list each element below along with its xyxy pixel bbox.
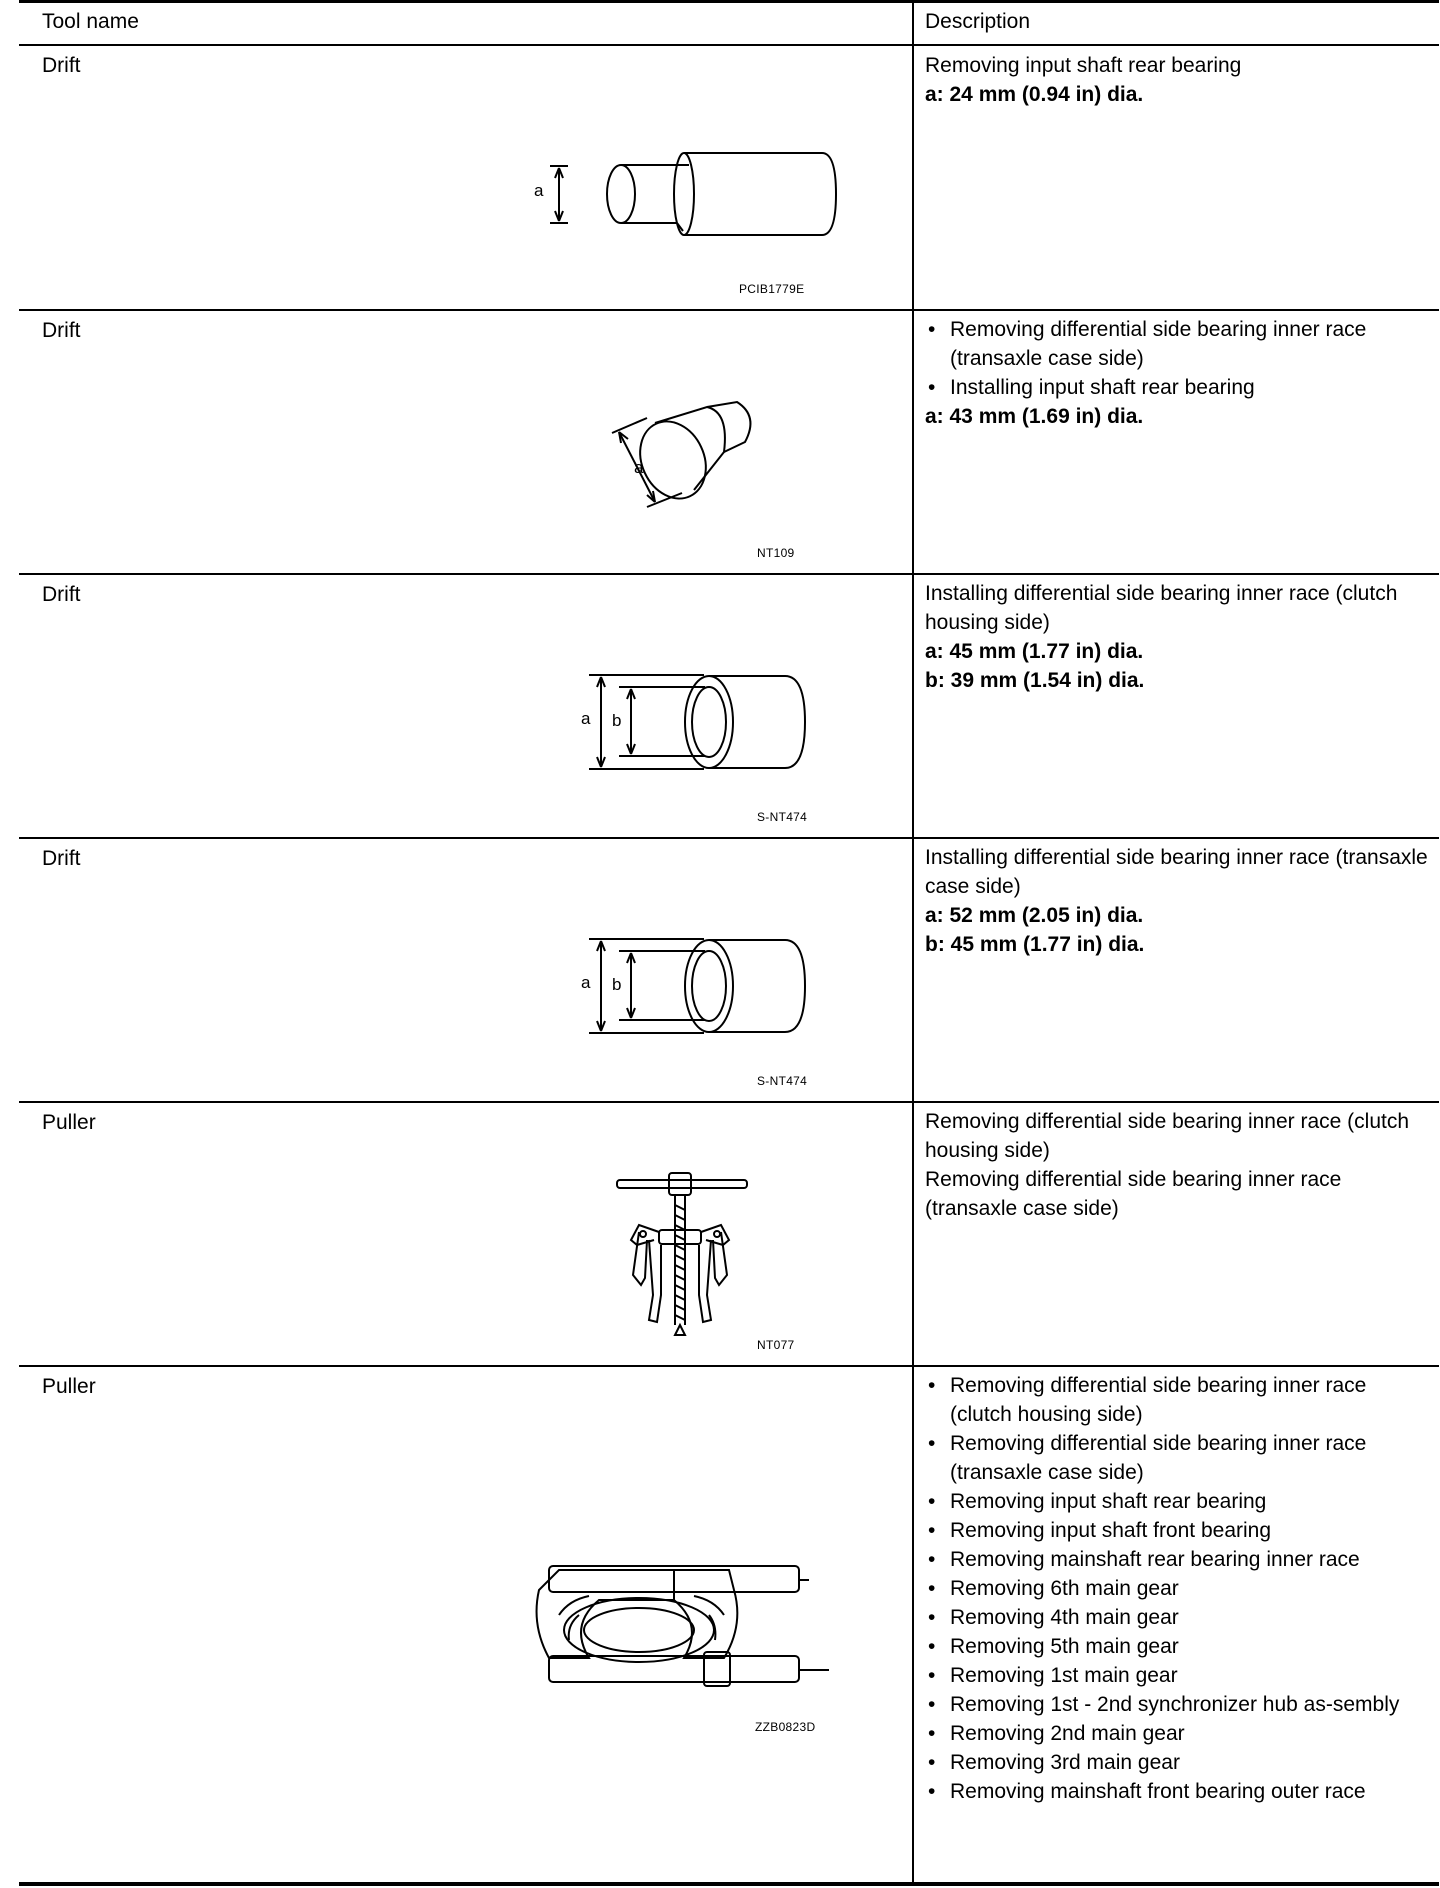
bullet-item: • Removing 4th main gear <box>925 1603 1430 1632</box>
header-rule <box>19 44 1439 46</box>
description-line: Installing differential side bearing inner race (clutch housing side) <box>925 582 1398 634</box>
tool-name: Drift <box>42 319 81 342</box>
bullet-item: • Removing differential side bearing inner race (transaxle case side) <box>925 1429 1430 1487</box>
tube-drift-icon <box>559 665 819 780</box>
dim-label-b: b <box>612 975 622 994</box>
bullet-item: • Removing 1st main gear <box>925 1661 1430 1690</box>
bullet-item: • Removing mainshaft front bearing outer race <box>925 1777 1430 1806</box>
figure-code: S-NT474 <box>757 1074 808 1088</box>
description-line: Removing input shaft rear bearing <box>925 54 1242 77</box>
row-divider <box>19 1101 1439 1103</box>
tool-name: Puller <box>42 1111 96 1134</box>
bullet-item: • Removing input shaft front bearing <box>925 1516 1430 1545</box>
bullet-item: • Removing 5th main gear <box>925 1632 1430 1661</box>
row-divider <box>19 309 1439 311</box>
row-divider <box>19 1365 1439 1367</box>
jaw-puller-icon <box>609 1170 779 1340</box>
header-tool-name: Tool name <box>42 10 139 33</box>
dim-label-a: a <box>634 458 644 477</box>
dimension-spec: a: 43 mm (1.69 in) dia. <box>925 405 1144 428</box>
dimension-spec: a: 24 mm (0.94 in) dia. <box>925 83 1144 106</box>
description-cell <box>925 843 1430 959</box>
figure-code: NT077 <box>757 1338 795 1352</box>
bullet-item: • Removing input shaft rear bearing <box>925 1487 1430 1516</box>
stepped-drift-icon <box>529 140 849 250</box>
bearing-separator-icon <box>529 1560 849 1690</box>
dim-label-a: a <box>534 181 544 200</box>
description-cell <box>925 579 1430 695</box>
tool-name: Drift <box>42 54 81 77</box>
bullet-item: • Removing 2nd main gear <box>925 1719 1430 1748</box>
figure-code: S-NT474 <box>757 810 808 824</box>
tool-name: Drift <box>42 583 81 606</box>
description-cell <box>925 1107 1430 1223</box>
table-top-rule <box>19 0 1439 3</box>
bullet-item: • Removing mainshaft rear bearing inner race <box>925 1545 1430 1574</box>
tube-drift-icon <box>559 929 819 1044</box>
bullet-item: • Removing 3rd main gear <box>925 1748 1430 1777</box>
bullet-item: • Removing 1st - 2nd synchronizer hub as-sembly <box>925 1690 1430 1719</box>
dim-label-b: b <box>612 711 622 730</box>
table-bottom-rule <box>19 1882 1439 1886</box>
description-line: Installing differential side bearing inner race (transaxle case side) <box>925 846 1428 898</box>
figure-code: NT109 <box>757 546 795 560</box>
description-cell <box>925 51 1430 109</box>
figure-code: ZZB0823D <box>755 1720 816 1734</box>
tool-name: Drift <box>42 847 81 870</box>
description-line: Removing differential side bearing inner race (transaxle case side) <box>925 1168 1342 1220</box>
dimension-spec: b: 45 mm (1.77 in) dia. <box>925 933 1145 956</box>
column-divider <box>912 0 914 1882</box>
description-cell <box>925 1371 1430 1806</box>
dim-label-a: a <box>581 709 591 728</box>
dimension-spec: a: 52 mm (2.05 in) dia. <box>925 904 1144 927</box>
dimension-spec: a: 45 mm (1.77 in) dia. <box>925 640 1144 663</box>
bullet-item: • Removing differential side bearing inner race (transaxle case side) <box>925 315 1430 373</box>
bullet-item: • Removing differential side bearing inner race (clutch housing side) <box>925 1371 1430 1429</box>
angled-drift-icon <box>609 390 789 520</box>
header-description: Description <box>925 10 1031 33</box>
description-cell <box>925 315 1430 431</box>
figure-code: PCIB1779E <box>739 282 805 296</box>
row-divider <box>19 573 1439 575</box>
dimension-spec: b: 39 mm (1.54 in) dia. <box>925 669 1145 692</box>
dim-label-a: a <box>581 973 591 992</box>
tool-name: Puller <box>42 1375 96 1398</box>
row-divider <box>19 837 1439 839</box>
bullet-item: • Removing 6th main gear <box>925 1574 1430 1603</box>
bullet-item: • Installing input shaft rear bearing <box>925 373 1430 402</box>
description-line: Removing differential side bearing inner race (clutch housing side) <box>925 1110 1410 1162</box>
